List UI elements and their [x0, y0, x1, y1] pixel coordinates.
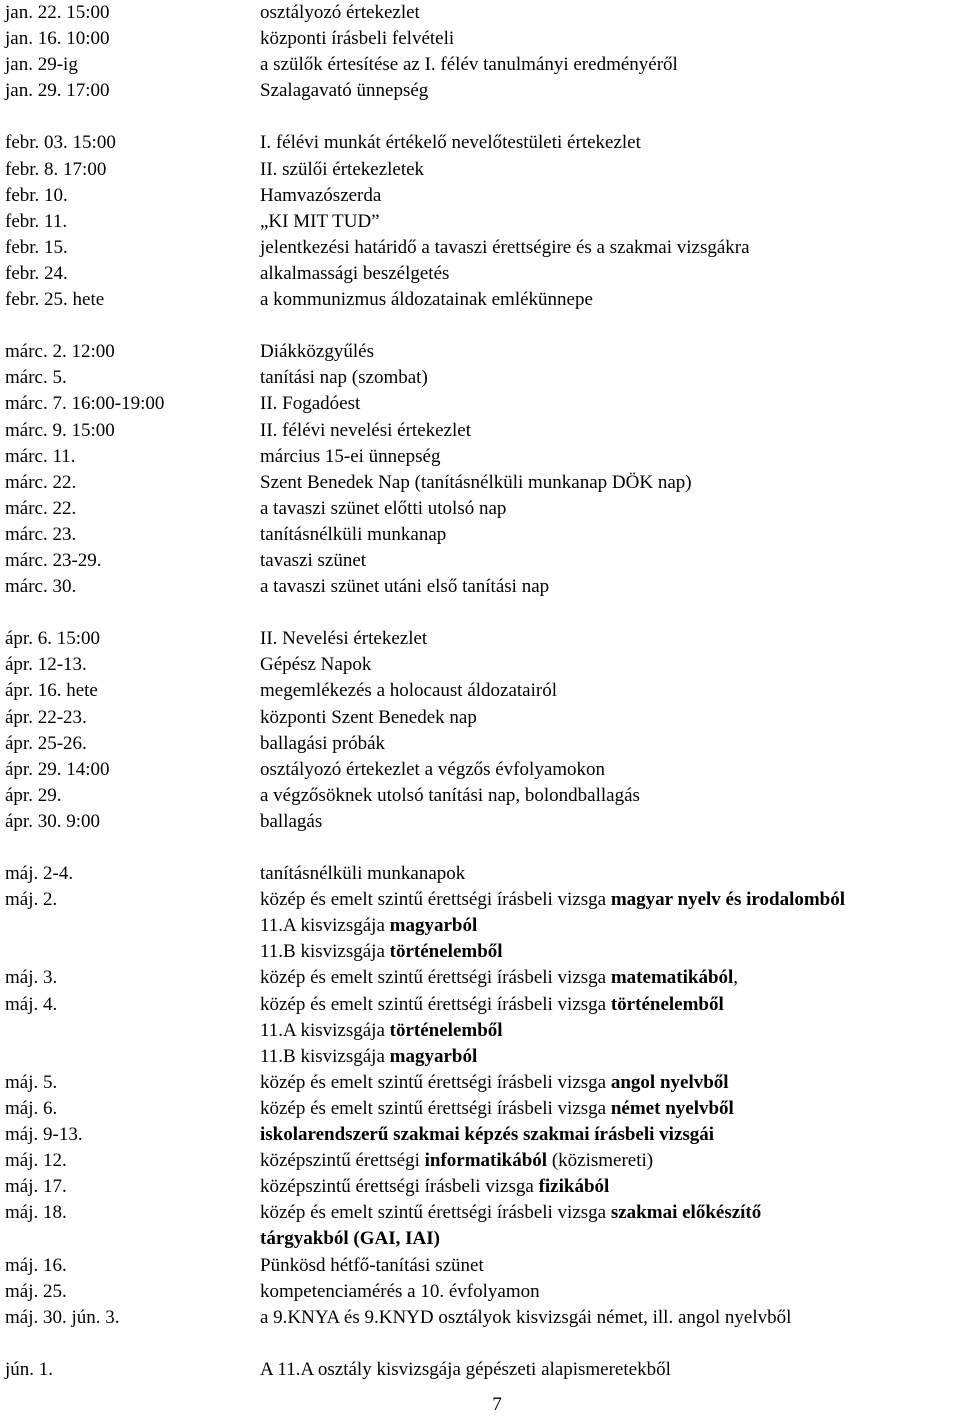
- event-cell: [260, 626, 427, 652]
- event-text: jelentkezési határidő a tavaszi érettségire és a szakmai vizsgákra: [260, 236, 750, 258]
- schedule-row: [5, 548, 960, 574]
- event-cell: [260, 496, 506, 522]
- schedule-row: [5, 783, 960, 809]
- date-cell: márc. 22.: [5, 497, 77, 519]
- event-text-bold: angol nyelvből: [610, 1071, 729, 1093]
- event-text: Diákközgyűlés: [260, 341, 374, 363]
- event-text: a 9.KNYA és 9.KNYD osztályok kisvizsgái német, ill. angol nyelvből: [260, 1306, 792, 1328]
- event-cell: [260, 887, 845, 913]
- date-cell: ápr. 22-23.: [5, 706, 87, 728]
- event-text: közép és emelt szintű érettségi írásbeli vizsga: [260, 889, 611, 911]
- event-cell: [260, 78, 428, 104]
- schedule-row: [5, 496, 960, 522]
- event-text: a tavaszi szünet utáni első tanítási nap: [260, 576, 550, 598]
- date-cell: máj. 17.: [5, 1176, 67, 1198]
- schedule-row: [5, 235, 960, 261]
- schedule-row: [5, 1070, 960, 1096]
- event-text: a tavaszi szünet előtti utolsó nap: [260, 497, 507, 519]
- event-text: március 15-ei ünnepség: [260, 445, 441, 467]
- schedule-row: [5, 209, 960, 235]
- schedule-row: [5, 183, 960, 209]
- event-text-bold: magyarból: [389, 915, 478, 937]
- schedule-row: [5, 678, 960, 704]
- event-cell: [260, 1357, 671, 1383]
- schedule-row: [5, 1044, 960, 1070]
- month-section: [5, 130, 960, 313]
- month-section: [5, 626, 960, 835]
- event-text: középszintű érettségi: [260, 1150, 425, 1172]
- event-cell: [260, 1070, 729, 1096]
- schedule-list: [5, 0, 960, 1383]
- event-text: ballagás: [260, 810, 323, 832]
- section-gap: [5, 600, 960, 626]
- schedule-row: [5, 261, 960, 287]
- schedule-row: [5, 757, 960, 783]
- date-cell: máj. 9-13.: [5, 1124, 83, 1146]
- event-cell: [260, 574, 549, 600]
- event-text: ,: [733, 967, 739, 989]
- date-cell: febr. 25. hete: [5, 289, 105, 311]
- date-cell: jan. 22. 15:00: [5, 2, 110, 23]
- event-text: ballagási próbák: [260, 732, 386, 754]
- schedule-row: [5, 626, 960, 652]
- schedule-row: [5, 1200, 960, 1226]
- event-text: központi írásbeli felvételi: [260, 28, 455, 50]
- event-cell: [260, 1253, 484, 1279]
- event-text-bold: fizikából: [538, 1176, 610, 1198]
- schedule-row: [5, 130, 960, 156]
- event-cell: [260, 965, 738, 991]
- schedule-row: [5, 78, 960, 104]
- schedule-row: [5, 444, 960, 470]
- event-cell: [260, 1148, 653, 1174]
- event-cell: [260, 705, 477, 731]
- event-text: középszintű érettségi írásbeli vizsga: [260, 1176, 539, 1198]
- schedule-row: [5, 1253, 960, 1279]
- date-cell: máj. 25.: [5, 1280, 67, 1302]
- event-text: központi Szent Benedek nap: [260, 706, 477, 728]
- event-text: osztályozó értekezlet a végzős évfolyamokon: [260, 758, 606, 780]
- schedule-row: [5, 992, 960, 1018]
- date-cell: máj. 30. jún. 3.: [5, 1306, 120, 1328]
- event-text: osztályozó értekezlet: [260, 2, 420, 23]
- date-cell: márc. 22.: [5, 471, 77, 493]
- schedule-row: [5, 1305, 960, 1331]
- date-cell: máj. 4.: [5, 993, 58, 1015]
- schedule-row: [5, 705, 960, 731]
- event-cell: [260, 470, 692, 496]
- date-cell: ápr. 6. 15:00: [5, 628, 100, 650]
- schedule-row: [5, 1096, 960, 1122]
- event-text: II. szülői értekezletek: [260, 158, 425, 180]
- event-cell: [260, 992, 724, 1018]
- event-cell: [260, 939, 503, 965]
- schedule-row: [5, 365, 960, 391]
- event-text: közép és emelt szintű érettségi írásbeli vizsga: [260, 993, 611, 1015]
- date-cell: márc. 30.: [5, 576, 77, 598]
- event-cell: [260, 678, 557, 704]
- event-cell: [260, 418, 471, 444]
- event-cell: [260, 861, 465, 887]
- date-cell: márc. 11.: [5, 445, 76, 467]
- date-cell: márc. 23-29.: [5, 549, 102, 571]
- date-cell: máj. 12.: [5, 1150, 67, 1172]
- page-number: 7: [492, 1394, 502, 1415]
- event-cell: [260, 209, 380, 235]
- event-cell: [260, 1044, 477, 1070]
- event-cell: [260, 365, 428, 391]
- event-text: a végzősöknek utolsó tanítási nap, bolondballagás: [260, 784, 640, 806]
- event-text-bold: tárgyakból (GAI, IAI): [260, 1228, 440, 1250]
- schedule-row: [5, 1226, 960, 1252]
- section-gap: [5, 313, 960, 339]
- event-text: A 11.A osztály kisvizsgája gépészeti alapismeretekből: [260, 1358, 671, 1380]
- date-cell: máj. 2-4.: [5, 863, 74, 885]
- schedule-row: [5, 522, 960, 548]
- event-text-bold: informatikából: [424, 1150, 548, 1172]
- date-cell: márc. 9. 15:00: [5, 419, 115, 441]
- event-text: tanítási nap (szombat): [260, 367, 428, 389]
- event-text-bold: történelemből: [610, 993, 724, 1015]
- event-cell: [260, 731, 385, 757]
- event-text: közép és emelt szintű érettségi írásbeli vizsga: [260, 1097, 611, 1119]
- schedule-row: [5, 0, 960, 26]
- schedule-row: [5, 1018, 960, 1044]
- month-section: [5, 1357, 960, 1383]
- event-text-bold: szakmai előkészítő: [610, 1202, 762, 1224]
- date-cell: jan. 29. 17:00: [5, 80, 110, 102]
- date-cell: máj. 6.: [5, 1097, 58, 1119]
- event-cell: [260, 783, 640, 809]
- date-cell: ápr. 12-13.: [5, 654, 87, 676]
- event-text: Gépész Napok: [260, 654, 372, 676]
- event-cell: [260, 548, 366, 574]
- event-text: 11.B kisvizsgája: [260, 941, 390, 963]
- schedule-row: [5, 26, 960, 52]
- date-cell: máj. 3.: [5, 967, 58, 989]
- section-gap: [5, 104, 960, 130]
- schedule-row: [5, 1357, 960, 1383]
- schedule-row: [5, 391, 960, 417]
- date-cell: febr. 03. 15:00: [5, 132, 116, 154]
- schedule-row: [5, 652, 960, 678]
- schedule-row: [5, 287, 960, 313]
- event-cell: [260, 0, 420, 26]
- event-text: megemlékezés a holocaust áldozatairól: [260, 680, 558, 702]
- date-cell: ápr. 30. 9:00: [5, 810, 100, 832]
- date-cell: máj. 18.: [5, 1202, 67, 1224]
- event-text-bold: történelemből: [389, 1019, 503, 1041]
- event-cell: [260, 235, 750, 261]
- event-text-bold: német nyelvből: [610, 1097, 734, 1119]
- event-text: alkalmassági beszélgetés: [260, 262, 450, 284]
- date-cell: febr. 11.: [5, 210, 68, 232]
- event-cell: [260, 444, 440, 470]
- event-text: közép és emelt szintű érettségi írásbeli vizsga: [260, 1202, 611, 1224]
- date-cell: máj. 16.: [5, 1254, 67, 1276]
- event-text: 11.A kisvizsgája: [260, 1019, 390, 1041]
- schedule-row: [5, 887, 960, 913]
- schedule-row: [5, 1148, 960, 1174]
- schedule-row: [5, 52, 960, 78]
- event-text-bold: történelemből: [389, 941, 503, 963]
- schedule-row: [5, 809, 960, 835]
- date-cell: ápr. 25-26.: [5, 732, 87, 754]
- schedule-row: [5, 731, 960, 757]
- date-cell: máj. 2.: [5, 889, 58, 911]
- event-cell: [260, 1122, 714, 1148]
- event-text: II. Fogadóest: [260, 393, 361, 415]
- event-text: I. félévi munkát értékelő nevelőtestületi értekezlet: [260, 132, 641, 154]
- event-text: a kommunizmus áldozatainak emlékünnepe: [260, 289, 593, 311]
- event-text: közép és emelt szintű érettségi írásbeli vizsga: [260, 1071, 611, 1093]
- schedule-row: [5, 339, 960, 365]
- event-text: Pünkösd hétfő-tanítási szünet: [260, 1254, 484, 1276]
- event-text: tanításnélküli munkanapok: [260, 863, 466, 885]
- date-cell: jan. 16. 10:00: [5, 28, 110, 50]
- date-cell: febr. 10.: [5, 184, 68, 206]
- date-cell: máj. 5.: [5, 1071, 58, 1093]
- schedule-row: [5, 913, 960, 939]
- event-cell: [260, 1279, 540, 1305]
- date-cell: jan. 29-ig: [5, 54, 78, 76]
- schedule-row: [5, 574, 960, 600]
- event-text: Hamvazószerda: [260, 184, 382, 206]
- event-text: Szent Benedek Nap (tanításnélküli munkanap DÖK nap): [260, 471, 692, 493]
- date-cell: márc. 2. 12:00: [5, 341, 115, 363]
- date-cell: febr. 24.: [5, 262, 68, 284]
- event-cell: [260, 157, 424, 183]
- month-section: [5, 0, 960, 104]
- event-text: kompetenciamérés a 10. évfolyamon: [260, 1280, 540, 1302]
- event-cell: [260, 522, 446, 548]
- event-cell: [260, 261, 449, 287]
- event-cell: [260, 130, 641, 156]
- date-cell: márc. 5.: [5, 367, 67, 389]
- event-text-bold: magyar nyelv és irodalomból: [610, 889, 846, 911]
- event-cell: [260, 1096, 734, 1122]
- event-text: közép és emelt szintű érettségi írásbeli vizsga: [260, 967, 611, 989]
- schedule-row: [5, 939, 960, 965]
- date-cell: ápr. 29.: [5, 784, 62, 806]
- event-text: Szalagavató ünnepség: [260, 80, 429, 102]
- event-text: tanításnélküli munkanap: [260, 523, 447, 545]
- date-cell: márc. 7. 16:00-19:00: [5, 393, 165, 415]
- schedule-row: [5, 1122, 960, 1148]
- date-cell: ápr. 16. hete: [5, 680, 98, 702]
- event-text: (közismereti): [547, 1150, 654, 1172]
- event-text: II. félévi nevelési értekezlet: [260, 419, 471, 441]
- section-gap: [5, 835, 960, 861]
- event-cell: [260, 913, 477, 939]
- event-cell: [260, 391, 360, 417]
- event-cell: [260, 1174, 609, 1200]
- date-cell: febr. 15.: [5, 236, 68, 258]
- event-cell: [260, 287, 593, 313]
- event-cell: [260, 1226, 440, 1252]
- section-gap: [5, 1331, 960, 1357]
- month-section: [5, 861, 960, 1331]
- schedule-row: [5, 157, 960, 183]
- event-text-bold: magyarból: [389, 1045, 478, 1067]
- schedule-row: [5, 861, 960, 887]
- event-text: „KI MIT TUD”: [260, 210, 380, 232]
- date-cell: febr. 8. 17:00: [5, 158, 107, 180]
- event-cell: [260, 1200, 761, 1226]
- month-section: [5, 339, 960, 600]
- event-cell: [260, 809, 322, 835]
- date-cell: jún. 1.: [5, 1358, 54, 1380]
- event-cell: [260, 757, 605, 783]
- event-cell: [260, 52, 678, 78]
- schedule-row: [5, 1174, 960, 1200]
- event-text-bold: iskolarendszerű szakmai képzés szakmai írásbeli vizsgái: [260, 1124, 715, 1146]
- event-cell: [260, 26, 454, 52]
- event-cell: [260, 1018, 503, 1044]
- date-cell: márc. 23.: [5, 523, 77, 545]
- schedule-row: [5, 470, 960, 496]
- event-text: tavaszi szünet: [260, 549, 367, 571]
- schedule-row: [5, 965, 960, 991]
- event-text: 11.A kisvizsgája: [260, 915, 390, 937]
- event-text: a szülők értesítése az I. félév tanulmányi eredményéről: [260, 54, 678, 76]
- calendar-document: [5, 0, 960, 1383]
- date-cell: ápr. 29. 14:00: [5, 758, 110, 780]
- event-cell: [260, 183, 381, 209]
- schedule-row: [5, 1279, 960, 1305]
- event-cell: [260, 339, 374, 365]
- event-cell: [260, 1305, 791, 1331]
- event-cell: [260, 652, 371, 678]
- event-text: II. Nevelési értekezlet: [260, 628, 428, 650]
- event-text: 11.B kisvizsgája: [260, 1045, 390, 1067]
- event-text-bold: matematikából: [610, 967, 734, 989]
- schedule-row: [5, 418, 960, 444]
